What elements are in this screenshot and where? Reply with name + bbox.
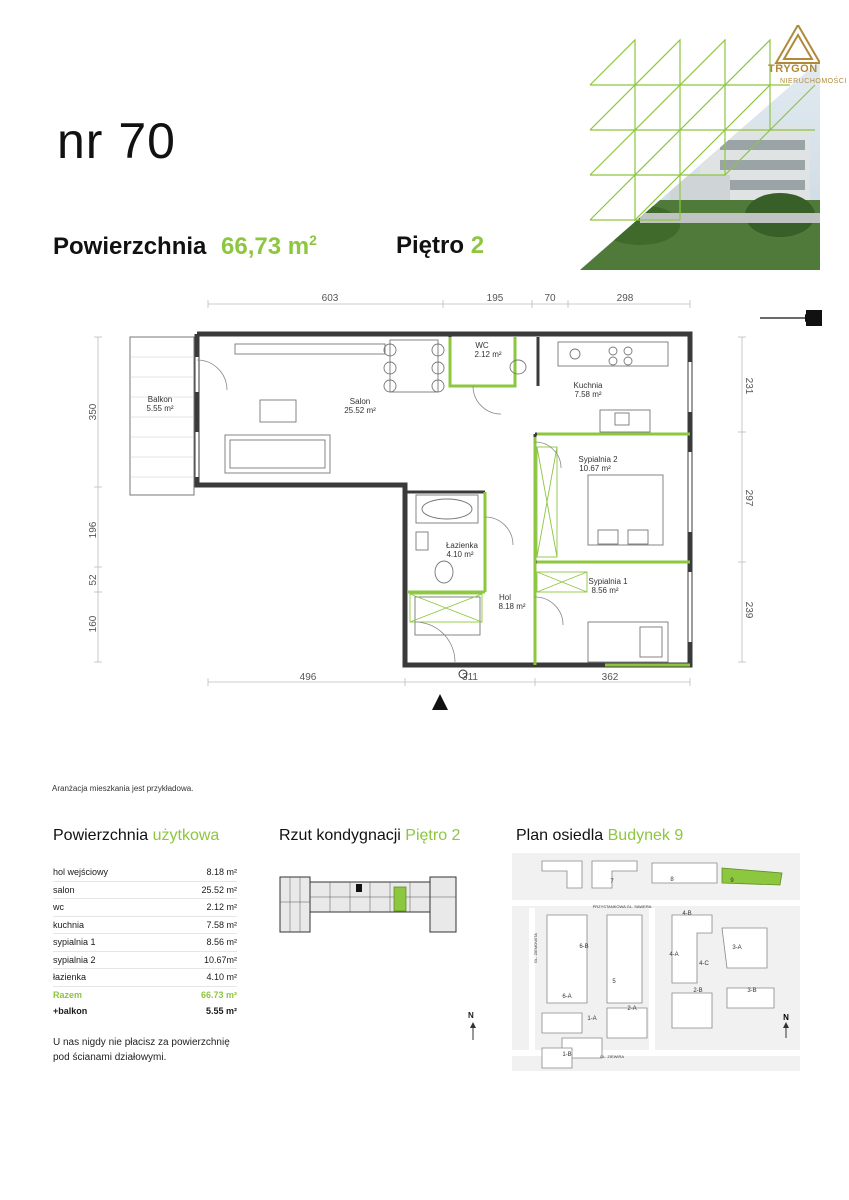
arrangement-note: Aranżacja mieszkania jest przykładowa. xyxy=(52,784,194,793)
north-arrow-icon xyxy=(468,1022,478,1042)
table-row: salon 25.52 m² xyxy=(53,881,237,899)
dim-right-3: 239 xyxy=(743,601,754,619)
estate-plan-title: Plan osiedla Budynek 9 xyxy=(516,827,684,844)
entrance-arrow-icon xyxy=(432,694,448,710)
room-area-sypialnia-2: 10.67 m² xyxy=(579,464,611,473)
dim-left-1: 350 xyxy=(88,403,99,421)
room-name-wc: WC xyxy=(475,341,489,350)
room-area-salon: 25.52 m² xyxy=(344,406,376,415)
disclaimer-text: U nas nigdy nie płacisz za powierzchnię pod ścianami działowymi. xyxy=(53,1037,230,1063)
usable-area-title: Powierzchnia użytkowa xyxy=(53,827,220,844)
dim-top-4: 298 xyxy=(616,293,634,304)
brand-tagline: NIERUCHOMOŚCI xyxy=(780,78,847,85)
room-name-balkon: Balkon xyxy=(147,395,173,404)
floor-plan-title: Rzut kondygnacji Piętro 2 xyxy=(279,827,461,844)
room-name-kuchnia: Kuchnia xyxy=(573,381,603,390)
dim-top-2: 195 xyxy=(486,293,504,304)
building-label: 2-B xyxy=(693,988,703,994)
room-area-lazienka: 4.10 m² xyxy=(446,550,474,559)
total-row: Razem 66.73 m² xyxy=(53,986,237,1003)
north-arrow-icon xyxy=(760,310,822,326)
room-area-sypialnia-1: 8.56 m² xyxy=(591,586,619,595)
room-area-kuchnia: 7.58 m² xyxy=(574,390,602,399)
north-label: N xyxy=(468,1011,474,1020)
table-row: wc 2.12 m² xyxy=(53,899,237,917)
dim-right-1: 231 xyxy=(743,377,754,395)
apartment-number: nr 70 xyxy=(57,113,176,169)
building-label: 4-C xyxy=(699,961,709,967)
room-name-lazienka: Łazienka xyxy=(445,541,479,550)
table-row: sypialnia 2 10.67m² xyxy=(53,951,237,969)
hero-image xyxy=(580,25,820,270)
building-label: 3-A xyxy=(732,945,742,951)
floor-value: 2 xyxy=(470,232,485,259)
area-label: Powierzchnia xyxy=(53,233,207,260)
table-row: łazienka 4.10 m² xyxy=(53,969,237,987)
dim-left-3: 52 xyxy=(88,574,99,586)
logo-icon xyxy=(776,25,820,63)
street-label: GL. ZIEMOWITA xyxy=(533,933,538,963)
dim-top-3: 70 xyxy=(544,293,556,304)
floor-label: Piętro xyxy=(396,232,465,259)
estate-map xyxy=(512,853,800,1071)
dim-top-1: 603 xyxy=(321,293,339,304)
building-label: 4-B xyxy=(682,911,692,917)
table-row: sypialnia 1 8.56 m² xyxy=(53,934,237,952)
building-label: 6-B xyxy=(579,944,589,950)
building-label: 1-B xyxy=(562,1052,572,1058)
brand-name: TRYGON xyxy=(768,63,818,75)
building-label: 3-B xyxy=(747,988,757,994)
street-label: PRZYSTANKOWA GL. SAWERA xyxy=(592,904,652,909)
street-label: GL. ZIEWIRA xyxy=(599,1054,625,1059)
building-label: 1-A xyxy=(587,1016,597,1022)
building-label: 4-A xyxy=(669,952,679,958)
building-label: 6-A xyxy=(562,994,572,1000)
area-heading xyxy=(53,232,317,261)
svg-text:N: N xyxy=(783,1013,789,1022)
building-label: 7 xyxy=(610,879,614,885)
room-area-wc: 2.12 m² xyxy=(474,350,502,359)
area-value: 66,73 $m^2$ xyxy=(221,232,317,260)
balcony-row: +balkon 5.55 m² xyxy=(53,1006,237,1017)
building-label: 8 xyxy=(670,877,674,883)
room-name-hol: Hol xyxy=(498,593,512,602)
dim-bottom-1: 496 xyxy=(299,672,317,683)
room-area-balkon: 5.55 m² xyxy=(146,404,174,413)
floor-heading xyxy=(396,232,484,260)
usable-area-table xyxy=(53,864,237,1020)
dim-right-2: 297 xyxy=(743,489,754,507)
dim-left-2: 196 xyxy=(88,521,99,539)
building-label: 2-A xyxy=(627,1006,637,1012)
building-label: 9 xyxy=(730,878,734,884)
table-row: kuchnia 7.58 m² xyxy=(53,916,237,934)
floor-plan xyxy=(60,282,840,722)
building-label: 5 xyxy=(612,979,616,985)
highlighted-apartment xyxy=(394,887,406,911)
room-area-hol: 8.18 m² xyxy=(498,602,526,611)
dim-left-4: 160 xyxy=(88,615,99,633)
dim-bottom-2: 311 xyxy=(462,672,478,683)
floor-plan-thumbnail xyxy=(278,872,458,942)
room-name-sypialnia-2: Sypialnia 2 xyxy=(578,455,618,464)
room-name-salon: Salon xyxy=(349,397,371,406)
table-row: hol wejściowy 8.18 m² xyxy=(53,864,237,881)
room-name-sypialnia-1: Sypialnia 1 xyxy=(588,577,628,586)
dim-bottom-3: 362 xyxy=(601,672,619,683)
